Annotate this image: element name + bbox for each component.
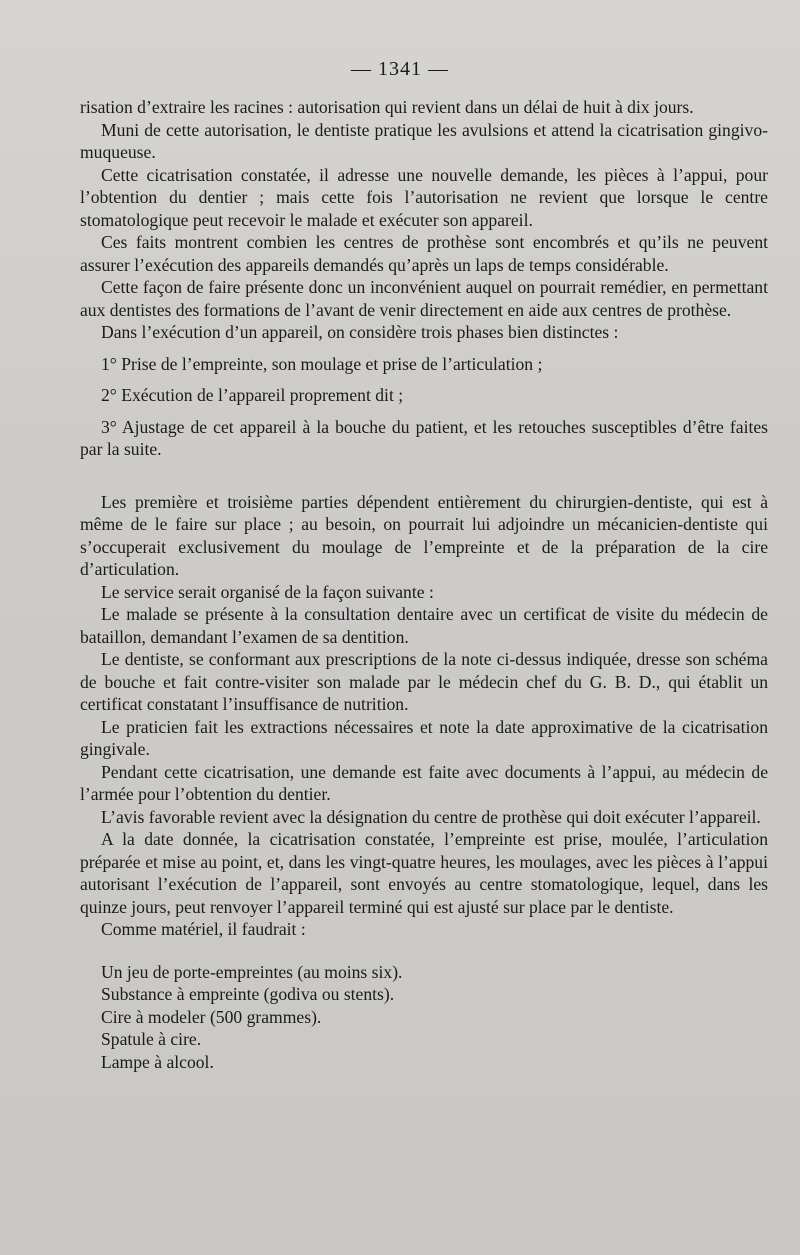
paragraph: Le malade se présente à la consultation dentaire avec un certificat de visite du médecin de bataillon, demandant l’examen de sa dentition. (80, 604, 768, 647)
paragraph: A la date donnée, la cicatrisation constatée, l’empreinte est prise, moulée, l’articulation préparée et mise au point, et, dans les vingt-quatre heures, les moulages, avec les pièces à l’appui autorisant l’exécution de l’appareil, sont envoyés au centre stomatologique, lequel, dans les quinze jours, peut renvoyer l’appareil terminé qui est ajusté sur place par le dentiste. (80, 829, 768, 917)
phase-item: 1° Prise de l’empreinte, son moulage et prise de l’articulation ; (101, 353, 543, 374)
list-item: Un jeu de porte-empreintes (au moins six). (101, 961, 403, 982)
phase-item: 3° Ajustage de cet appareil à la bouche du patient, et les retouches susceptibles d’être faites par la suite. (80, 416, 768, 459)
paragraph: Cette façon de faire présente donc un inconvénient auquel on pourrait remédier, en permettant aux dentistes des formations de l’avant de venir directement en aide aux centres de prothèse. (80, 277, 768, 320)
paragraph: Dans l’exécution d’un appareil, on considère trois phases bien distinctes : (101, 322, 619, 342)
list-item: Spatule à cire. (101, 1029, 202, 1049)
paragraph: Muni de cette autorisation, le dentiste pratique les avulsions et attend la cicatrisation gingivo-muqueuse. (80, 119, 768, 162)
material-list (80, 961, 768, 1074)
paragraph: risation d’extraire les racines : autorisation qui revient dans un délai de huit à dix jours. (80, 97, 694, 117)
paragraph: L’avis favorable revient avec la désignation du centre de prothèse qui doit exécuter l’appareil. (101, 806, 761, 827)
list-item: Substance à empreinte (godiva ou stents). (101, 984, 395, 1004)
list-item: Cire à modeler (500 grammes). (101, 1006, 322, 1027)
paragraph: Les première et troisième parties dépendent entièrement du chirurgien-dentiste, qui est à même de le faire sur place ; au besoin, on pourrait lui adjoindre un mécanicien-dentiste qui s’occuperait exclusivement du moulage de l’empreinte et de la préparation de la cire d’articulation. (80, 491, 768, 579)
paragraph: Le service serait organisé de la façon suivante : (101, 581, 434, 602)
paragraph: Le dentiste, se conformant aux prescriptions de la note ci-dessus indiquée, dresse son schéma de bouche et fait contre-visiter son malade par le médecin chef du G. B. D., qui établit un certificat constatant l’insuffisance de nutrition. (80, 649, 768, 714)
paragraph: Comme matériel, il faudrait : (101, 919, 306, 939)
paragraph: Pendant cette cicatrisation, une demande est faite avec documents à l’appui, au médecin de l’armée pour l’obtention du dentier. (80, 761, 768, 804)
paragraph: Cette cicatrisation constatée, il adresse une nouvelle demande, les pièces à l’appui, pour l’obtention du dentier ; mais cette fois l’autorisation ne revient que lorsque le centre stomatologique peut recevoir le malade et exécuter son appareil. (80, 164, 768, 230)
list-item: Lampe à alcool. (101, 1051, 214, 1072)
page-number: — 1341 — (351, 58, 449, 80)
paragraph: Le praticien fait les extractions nécessaires et note la date approximative de la cicatrisation gingivale. (80, 716, 768, 759)
phase-item: 2° Exécution de l’appareil proprement dit ; (101, 385, 404, 405)
paragraph: Ces faits montrent combien les centres de prothèse sont encombrés et qu’ils ne peuvent assurer l’exécution des appareils demandés qu’après un laps de temps considérable. (80, 232, 768, 275)
body-text (80, 96, 768, 1073)
